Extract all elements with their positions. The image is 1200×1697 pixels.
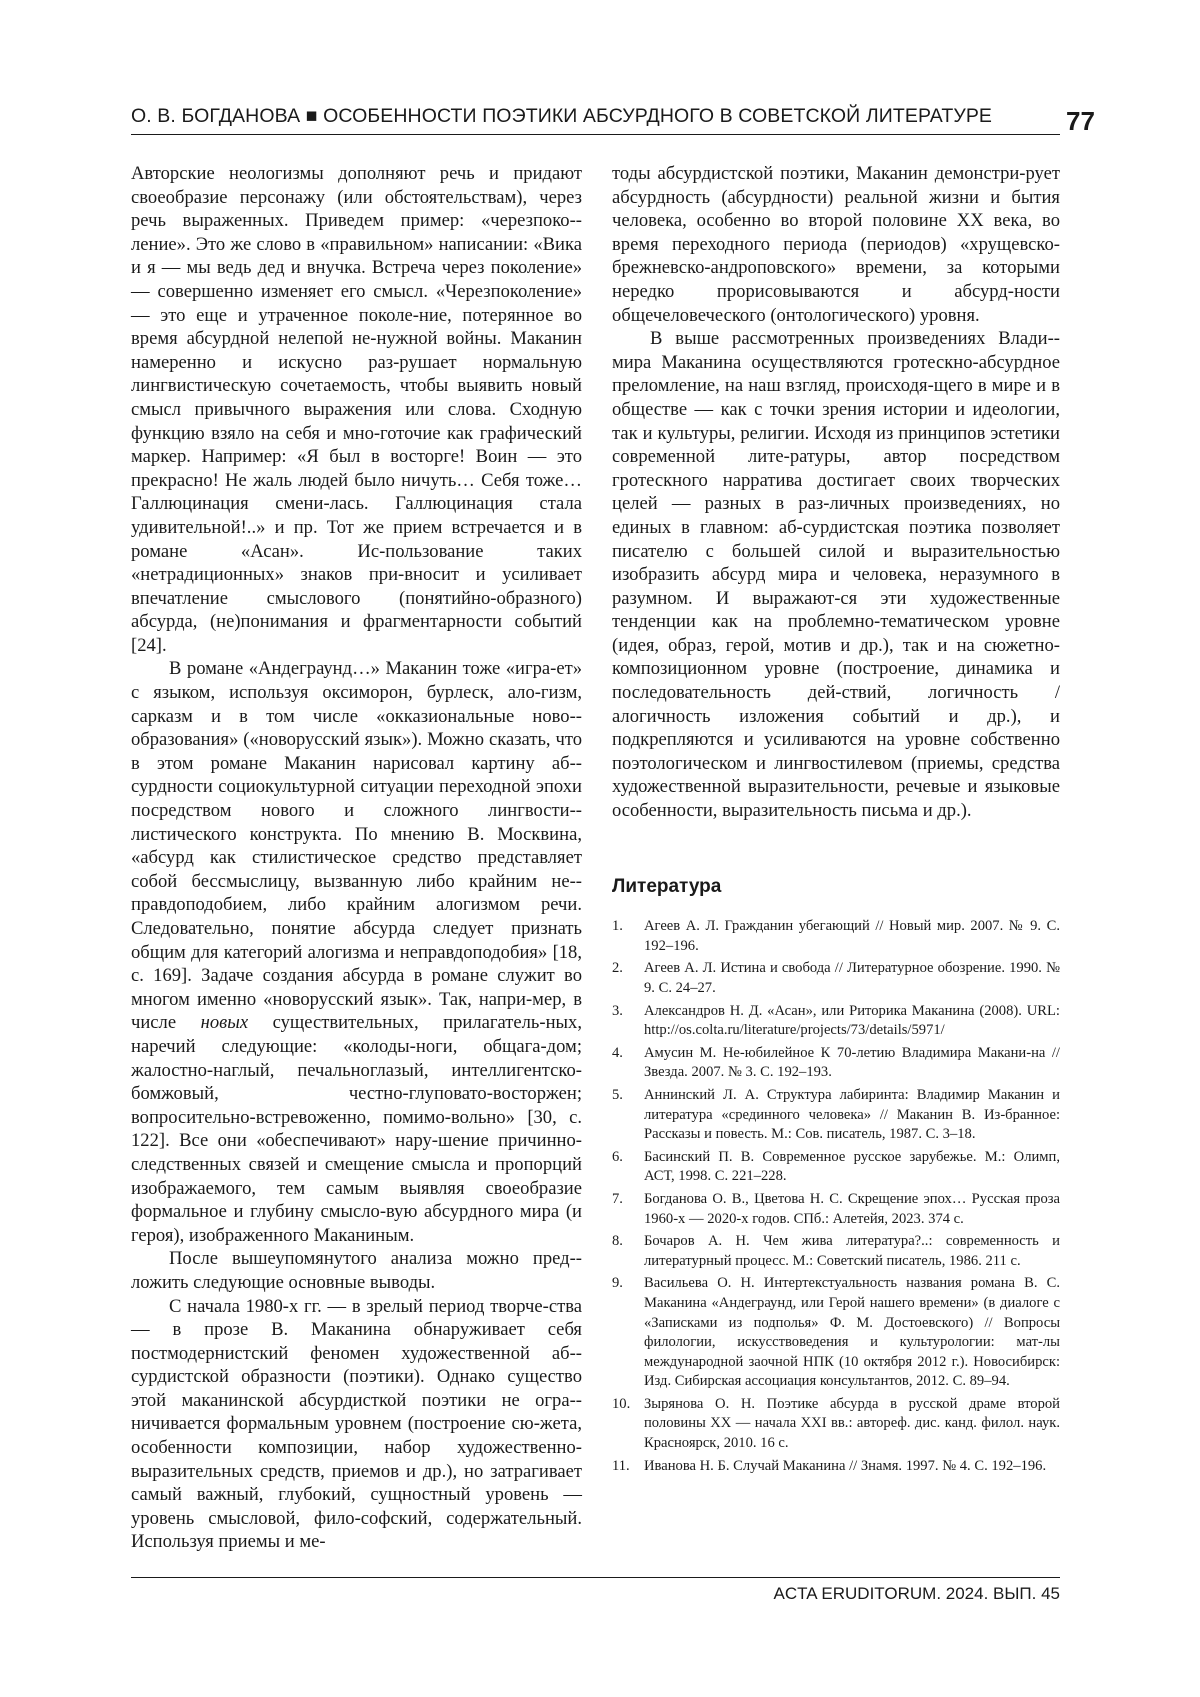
- reference-text: Агеев А. Л. Гражданин убегающий // Новый мир. 2007. № 9. С. 192–196.: [644, 918, 1060, 954]
- reference-item: [612, 1002, 1060, 1041]
- reference-text: Иванова Н. Б. Случай Маканина // Знамя. 1997. № 4. С. 192–196.: [644, 1457, 1047, 1474]
- reference-text: Агеев А. Л. Истина и свобода // Литературное обозрение. 1990. № 9. С. 24–27.: [644, 960, 1060, 996]
- reference-number: 3.: [612, 1002, 623, 1019]
- reference-item: [612, 1232, 1060, 1271]
- paragraph: После вышеупомянутого анализа можно пред-ложить следующие основные выводы.: [131, 1248, 582, 1293]
- reference-item: [612, 959, 1060, 998]
- reference-number: 11.: [612, 1457, 630, 1474]
- reference-number: 2.: [612, 960, 623, 977]
- reference-number: 10.: [612, 1395, 631, 1412]
- paragraph: С начала 1980-х гг. — в зрелый период творче-ства — в прозе В. Маканина обнаруживает себя постмодернистский феномен художественной аб-сурдистской образности (поэтики). Однако существо этой маканинской абсурдисткой поэтики не огра-ничивается формальным уровнем (построение сю-жета, особенности композиции, набор художественно-выразительных средств, приемов и др.), но затрагивает самый важный, глубокий, сущностный уровень — уровень смысловой, фило-софский, содержательный. Используя приемы и ме-: [131, 1295, 582, 1553]
- emphasis: новых: [200, 1012, 249, 1034]
- reference-text: Басинский П. В. Современное русское зарубежье. М.: Олимп, АСТ, 1998. С. 221–228.: [644, 1148, 1060, 1185]
- reference-item: [612, 1274, 1060, 1392]
- reference-item: [612, 1086, 1060, 1145]
- paragraph: В выше рассмотренных произведениях Влади-мира Маканина осуществляются гротескно-абсурдное преломление, на наш взгляд, происходя-щего в мире и в обществе — как с точки зрения истории и идеологии, так и культуры, религии. Исходя из принципов эстетики современной лите-ратуры, автор посредством гротескного нарратива достигает своих творческих целей — разных в раз-личных произведениях, но единых в главном: аб-сурдистская поэтика позволяет писателю с большей силой и выразительностью изобразить абсурд мира и человека, неразумного в разумном. И выражают-ся эти художественные тенденции как на проблемно-тематическом уровне (идея, образ, герой, мотив и др.), так и на сюжетно-композиционном уровне (построение, динамика и последовательность дей-ствий, логичность / алогичность изложения событий и др.), и подкрепляются и усиливаются на уровне собственно поэтологическом и лингвостилевом (приемы, средства художественной выразительности, речевые и языковые особенности, выразительность письма и др.).: [612, 328, 1060, 822]
- references-title: Литература: [612, 875, 722, 897]
- reference-item: [612, 1190, 1060, 1229]
- reference-number: 5.: [612, 1086, 623, 1103]
- reference-number: 4.: [612, 1044, 623, 1061]
- reference-number: 6.: [612, 1148, 623, 1165]
- reference-item: [612, 1395, 1060, 1454]
- paragraph: тоды абсурдистской поэтики, Маканин демонстри-рует абсурдность (абсурдности) реальной жизни и бытия человека, особенно во второй половине XX века, во время переходного периода (периодов) «хрущевско-брежневско-андроповского» времени, за которыми нередко прорисовываются и абсурд-ности общечеловеческого (онтологического) уровня.: [612, 163, 1060, 326]
- reference-text: Зырянова О. Н. Поэтике абсурда в русской драме второй половины XX — начала XXI вв.: автореф. дис. канд. филол. наук. Красноярск, 2010. 16 с.: [644, 1395, 1060, 1452]
- reference-item: [612, 1457, 1060, 1477]
- reference-number: 1.: [612, 918, 623, 935]
- paragraph-text: существительных, прилагатель-ных, наречий следующие: «колоды-ноги, общага-дом; жалостно-наглый, печальноглазый, интеллигентско-бомжовый, честно-глуповато-восторжен; вопросительно-встревоженно, помимо-вольно» [30, с. 122]. Все они «обеспечивают» нару-шение причинно-следственных связей и смещение смысла и пропорций изображаемого, тем самым выявляя своеобразие формальное и глубину смысло-вую абсурдного мира (и героя), изображенного Маканиным.: [131, 1012, 582, 1246]
- reference-text: Амусин М. Не-юбилейное К 70-летию Владимира Макани-на // Звезда. 2007. № 3. С. 192–193.: [644, 1044, 1060, 1081]
- reference-item: [612, 1044, 1060, 1083]
- reference-number: 9.: [612, 1275, 623, 1292]
- journal-footer: ACTA ERUDITORUM. 2024. ВЫП. 45: [773, 1584, 1060, 1603]
- reference-text: Аннинский Л. А. Структура лабиринта: Владимир Маканин и литература «срединного человека» // Маканин В. Из-бранное: Рассказы и повесть. М.: Сов. писатель, 1987. С. 3–18.: [644, 1086, 1060, 1143]
- references-list: [612, 917, 1060, 1476]
- reference-item: [612, 917, 1060, 956]
- paragraph: Авторские неологизмы дополняют речь и придают своеобразие персонажу (или обстоятельствам), через речь выраженных. Приведем пример: «черезпоко-ление». Это же слово в «правильном» написании: «Вика и я — мы ведь дед и внучка. Встреча через поколение» — совершенно изменяет его смысл. «Черезпоколение» — это еще и утраченное поколе-ние, потерянное во время абсурдной нелепой не-нужной войны. Маканин намеренно и искусно раз-рушает нормальную лингвистическую сочетаемость, чтобы выявить новый смысл привычного выражения или слова. Сходную функцию взяло на себя и мно-готочие как графический маркер. Например: «Я был в восторге! Воин — это прекрасно! Не жаль людей было ничуть… Себя тоже… Галлюцинация смени-лась. Галлюцинация стала удивительной!..» и пр. Тот же прием встречается и в романе «Асан». Ис-пользование таких «нетрадиционных» знаков при-вносит и усиливает впечатление смыслового (понятийно-образного) абсурда, (не)понимания и фрагментарности событий [24].: [131, 163, 582, 656]
- paragraph: [131, 657, 582, 1247]
- reference-number: 8.: [612, 1233, 623, 1250]
- left-column: [131, 162, 582, 1554]
- reference-text: Александров Н. Д. «Асан», или Риторика Маканина (2008). URL: http://os.colta.ru/literature/projects/73/details/5971/: [644, 1002, 1060, 1039]
- right-column: [612, 162, 1060, 1479]
- reference-item: [612, 1148, 1060, 1187]
- reference-number: 7.: [612, 1190, 623, 1207]
- reference-text: Богданова О. В., Цветова Н. С. Скрещение эпох… Русская проза 1960-х — 2020-х годов. СПб.: Алетейя, 2023. 374 с.: [644, 1190, 1060, 1227]
- running-title: О. В. БОГДАНОВА ■ ОСОБЕННОСТИ ПОЭТИКИ АБСУРДНОГО В СОВЕТСКОЙ ЛИТЕРАТУРЕ: [131, 105, 993, 127]
- reference-text: Бочаров А. Н. Чем жива литература?..: современность и литературный процесс. М.: Советский писатель, 1986. 211 с.: [644, 1233, 1060, 1269]
- running-header: [131, 103, 1060, 133]
- reference-text: Васильева О. Н. Интертекстуальность названия романа В. С. Маканина «Андеграунд, или Герой нашего времени» (в диалоге с «Записками из подполья» Ф. М. Достоевского) // Вопросы филологии, искусствоведения и культурологии: мат-лы международной заочной НПК (10 октября 2012 г.). Новосибирск: Изд. Сибирская ассоциация консультантов, 2012. С. 89–94.: [644, 1275, 1060, 1390]
- footer-rule: [131, 1577, 1060, 1578]
- header-rule: [131, 134, 1060, 135]
- page-number: 77: [1066, 106, 1095, 136]
- paragraph-text: В романе «Андеграунд…» Маканин тоже «игра-ет» с языком, используя оксиморон, бурлеск, ало-гизм, сарказм и в том числе «окказиональные ново-образования» («новорусский язык»). Можно сказать, что в этом романе Маканин нарисовал картину аб-сурдности социокультурной ситуации переходной эпохи посредством нового и сложного лингвости-листического конструкта. По мнению В. Москвина, «абсурд как стилистическое средство представляет собой бессмыслицу, вызванную либо крайним не-правдоподобием, либо крайним алогизмом речи. Следовательно, понятие абсурда следует признать общим для категорий алогизма и неправдоподобия» [18, с. 169]. Задаче создания абсурда в романе служит во многом именно «новорусский язык». Так, напри-мер, в числе: [131, 658, 582, 1034]
